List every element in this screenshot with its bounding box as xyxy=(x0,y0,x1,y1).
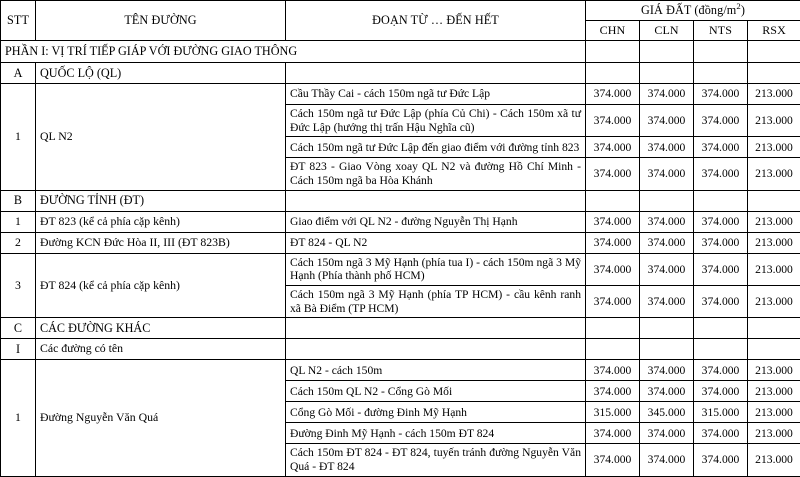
group-letter: B xyxy=(1,190,36,211)
column-header-nts: NTS xyxy=(694,21,748,41)
blank-cell xyxy=(694,339,748,360)
price-cln: 374.000 xyxy=(640,158,694,190)
price-nts: 374.000 xyxy=(694,423,748,444)
price-nts: 374.000 xyxy=(694,84,748,105)
price-chn: 374.000 xyxy=(586,158,640,190)
blank-cell xyxy=(286,339,586,360)
segment-text: ĐT 823 - Giao Vòng xoay QL N2 và đường Hồ Chí Minh - Cách 150m ngã ba Hòa Khánh xyxy=(286,158,586,190)
segment-text: Cách 150m ngã tư Đức Lập (phía Củ Chi) - Cách 150m xã tư Đức Lập (hướng thị trấn Hậu Nghĩa cũ) xyxy=(286,105,586,137)
price-rsx: 213.000 xyxy=(748,360,800,381)
table-body xyxy=(1,41,800,477)
segment-text: ĐT 824 - QL N2 xyxy=(286,232,586,253)
price-cln: 374.000 xyxy=(640,253,694,285)
price-nts: 374.000 xyxy=(694,158,748,190)
price-cln: 374.000 xyxy=(640,84,694,105)
blank-cell xyxy=(586,318,640,339)
column-header-stt: STT xyxy=(1,1,36,41)
road-index: 3 xyxy=(1,253,36,318)
blank-cell xyxy=(640,63,694,84)
road-name: ĐT 824 (kể cả phía cặp kênh) xyxy=(36,253,286,318)
price-cln: 374.000 xyxy=(640,381,694,402)
group-row xyxy=(1,63,800,84)
price-nts: 374.000 xyxy=(694,137,748,158)
price-group-label: GIÁ ĐẤT (đồng/m xyxy=(641,3,736,17)
segment-text: Cách 150m ngã 3 Mỹ Hạnh (phía TP HCM) - cầu kênh ranh xã Bà Điểm (TP HCM) xyxy=(286,286,586,318)
price-group-suffix: ) xyxy=(741,3,745,17)
price-nts: 374.000 xyxy=(694,286,748,318)
price-chn: 374.000 xyxy=(586,423,640,444)
segment-text: Cách 150m ngã 3 Mỹ Hạnh (phía tua I) - cách 150m ngã 3 Mỹ Hạnh (Phía thành phố HCM) xyxy=(286,253,586,285)
blank-cell xyxy=(640,190,694,211)
segment-text: Đường Đinh Mỹ Hạnh - cách 150m ĐT 824 xyxy=(286,423,586,444)
price-nts: 374.000 xyxy=(694,381,748,402)
column-header-rsx: RSX xyxy=(748,21,800,41)
road-name: QL N2 xyxy=(36,84,286,191)
price-cln: 374.000 xyxy=(640,232,694,253)
group-title: ĐƯỜNG TỈNH (ĐT) xyxy=(36,190,286,211)
price-chn: 315.000 xyxy=(586,402,640,423)
price-rsx: 213.000 xyxy=(748,253,800,285)
blank-cell xyxy=(586,41,640,63)
group-letter: A xyxy=(1,63,36,84)
price-rsx: 213.000 xyxy=(748,137,800,158)
blank-cell xyxy=(694,41,748,63)
road-name: Đường KCN Đức Hòa II, III (ĐT 823B) xyxy=(36,232,286,253)
price-nts: 374.000 xyxy=(694,444,748,476)
segment-text: QL N2 - cách 150m xyxy=(286,360,586,381)
blank-cell xyxy=(286,190,586,211)
price-chn: 374.000 xyxy=(586,211,640,232)
segment-text: Cầu Thầy Cai - cách 150m ngã tư Đức Lập xyxy=(286,84,586,105)
segment-text: Cách 150m ngã tư Đức Lập đến giao điểm với đường tỉnh 823 xyxy=(286,137,586,158)
price-cln: 374.000 xyxy=(640,286,694,318)
blank-cell xyxy=(640,41,694,63)
price-nts: 374.000 xyxy=(694,232,748,253)
price-chn: 374.000 xyxy=(586,444,640,476)
blank-cell xyxy=(586,63,640,84)
group-row xyxy=(1,318,800,339)
subgroup-title: Các đường có tên xyxy=(36,339,286,360)
part-title-row xyxy=(1,41,800,63)
price-cln: 374.000 xyxy=(640,211,694,232)
price-rsx: 213.000 xyxy=(748,232,800,253)
price-chn: 374.000 xyxy=(586,286,640,318)
price-chn: 374.000 xyxy=(586,84,640,105)
price-cln: 374.000 xyxy=(640,444,694,476)
group-row xyxy=(1,190,800,211)
blank-cell xyxy=(640,339,694,360)
blank-cell xyxy=(586,339,640,360)
road-index: 1 xyxy=(1,360,36,476)
price-nts: 374.000 xyxy=(694,105,748,137)
price-cln: 345.000 xyxy=(640,402,694,423)
price-chn: 374.000 xyxy=(586,105,640,137)
group-letter: C xyxy=(1,318,36,339)
price-chn: 374.000 xyxy=(586,381,640,402)
price-cln: 374.000 xyxy=(640,137,694,158)
price-rsx: 213.000 xyxy=(748,423,800,444)
blank-cell xyxy=(694,190,748,211)
table-row xyxy=(1,232,800,253)
segment-text: Cách 150m QL N2 - Cổng Gò Mối xyxy=(286,381,586,402)
blank-cell xyxy=(286,318,586,339)
table-row xyxy=(1,211,800,232)
group-title: QUỐC LỘ (QL) xyxy=(36,63,286,84)
price-chn: 374.000 xyxy=(586,253,640,285)
subgroup-row xyxy=(1,339,800,360)
price-rsx: 213.000 xyxy=(748,84,800,105)
blank-cell xyxy=(694,63,748,84)
price-nts: 315.000 xyxy=(694,402,748,423)
column-header-chn: CHN xyxy=(586,21,640,41)
price-cln: 374.000 xyxy=(640,423,694,444)
table-row xyxy=(1,253,800,285)
blank-cell xyxy=(586,190,640,211)
price-chn: 374.000 xyxy=(586,360,640,381)
price-cln: 374.000 xyxy=(640,360,694,381)
part-title: PHẦN I: VỊ TRÍ TIẾP GIÁP VỚI ĐƯỜNG GIAO THÔNG xyxy=(1,41,586,63)
price-rsx: 213.000 xyxy=(748,211,800,232)
blank-cell xyxy=(748,339,800,360)
price-chn: 374.000 xyxy=(586,232,640,253)
table-row xyxy=(1,84,800,105)
blank-cell xyxy=(748,41,800,63)
table-row xyxy=(1,360,800,381)
segment-text: Cách 150m ĐT 824 - ĐT 824, tuyến tránh đường Nguyễn Văn Quá - ĐT 824 xyxy=(286,444,586,476)
price-rsx: 213.000 xyxy=(748,402,800,423)
road-index: 1 xyxy=(1,84,36,191)
table-header xyxy=(1,1,800,41)
blank-cell xyxy=(286,63,586,84)
blank-cell xyxy=(694,318,748,339)
price-rsx: 213.000 xyxy=(748,444,800,476)
column-header-price-group xyxy=(586,1,800,21)
price-nts: 374.000 xyxy=(694,360,748,381)
blank-cell xyxy=(748,63,800,84)
segment-text: Cổng Gò Mối - đường Đinh Mỹ Hạnh xyxy=(286,402,586,423)
segment-text: Giao điểm với QL N2 - đường Nguyễn Thị Hạnh xyxy=(286,211,586,232)
column-header-road-name: TÊN ĐƯỜNG xyxy=(36,1,286,41)
blank-cell xyxy=(748,318,800,339)
price-nts: 374.000 xyxy=(694,211,748,232)
subgroup-letter: I xyxy=(1,339,36,360)
price-rsx: 213.000 xyxy=(748,105,800,137)
price-rsx: 213.000 xyxy=(748,286,800,318)
column-header-segment: ĐOẠN TỪ … ĐẾN HẾT xyxy=(286,1,586,41)
price-nts: 374.000 xyxy=(694,253,748,285)
group-title: CÁC ĐƯỜNG KHÁC xyxy=(36,318,286,339)
price-chn: 374.000 xyxy=(586,137,640,158)
blank-cell xyxy=(640,318,694,339)
road-name: Đường Nguyễn Văn Quá xyxy=(36,360,286,476)
blank-cell xyxy=(748,190,800,211)
price-group-superscript: 2 xyxy=(736,1,740,11)
road-index: 2 xyxy=(1,232,36,253)
price-rsx: 213.000 xyxy=(748,381,800,402)
price-cln: 374.000 xyxy=(640,105,694,137)
price-rsx: 213.000 xyxy=(748,158,800,190)
road-name: ĐT 823 (kể cả phía cặp kênh) xyxy=(36,211,286,232)
column-header-cln: CLN xyxy=(640,21,694,41)
road-index: 1 xyxy=(1,211,36,232)
